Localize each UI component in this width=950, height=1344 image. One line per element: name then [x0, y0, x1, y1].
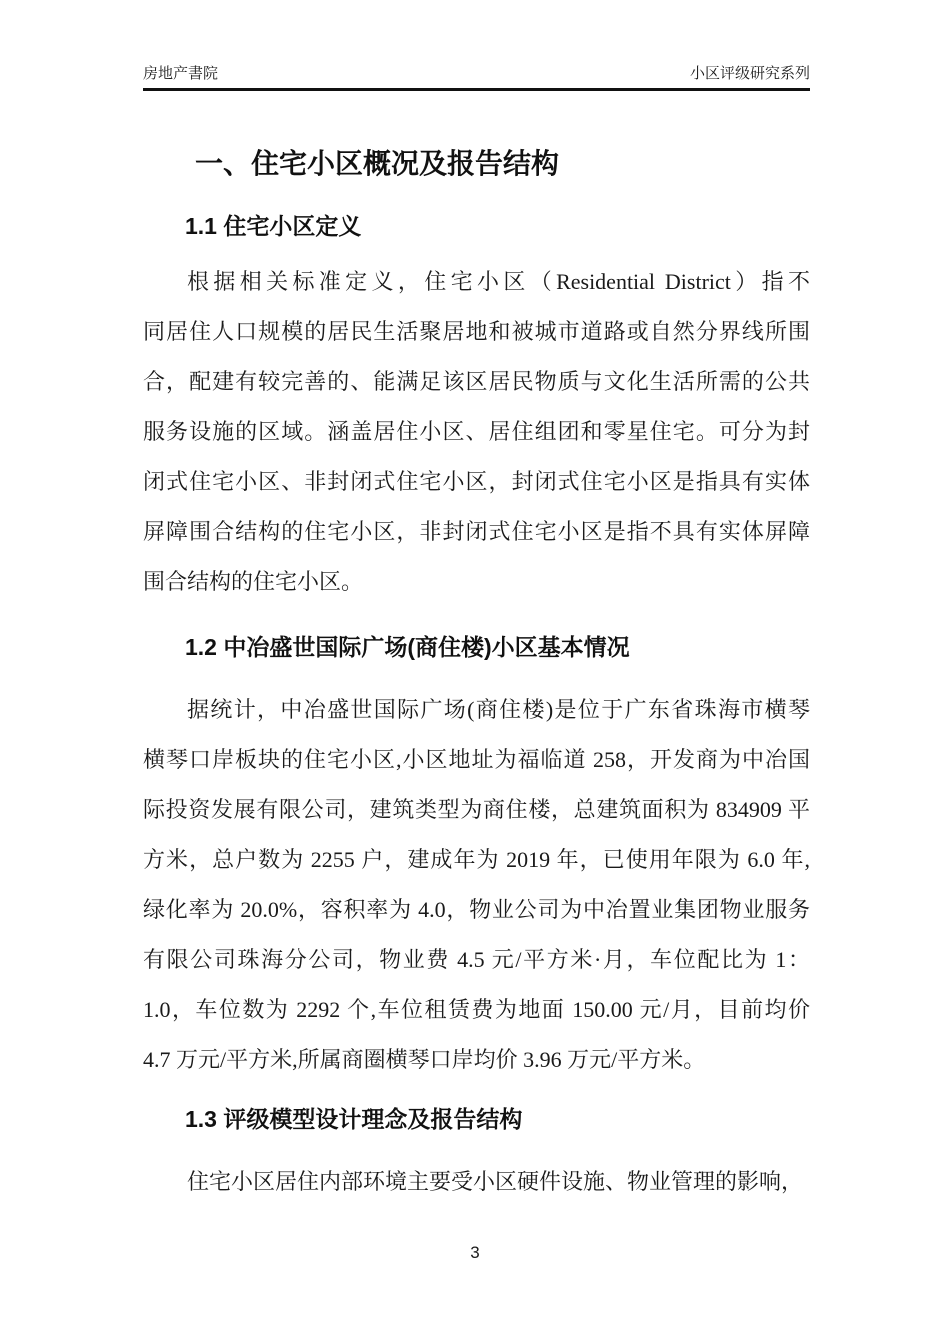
- page-footer: [0, 1243, 950, 1263]
- document-body: [143, 147, 810, 1207]
- text-line: 闭式住宅小区、非封闭式住宅小区，封闭式住宅小区是指具有实体: [143, 469, 810, 494]
- text-line: 服务设施的区域。涵盖居住小区、居住组团和零星住宅。可分为封: [143, 419, 810, 444]
- text-line: 横琴口岸板块的住宅小区,小区地址为福临道 258，开发商为中冶国: [143, 747, 810, 772]
- paragraph-model-design: [143, 1157, 810, 1207]
- paragraph-definition: [143, 257, 810, 607]
- page-header: [143, 62, 810, 91]
- chapter-title: 一、住宅小区概况及报告结构: [195, 148, 560, 179]
- text-line: 同居住人口规模的居民生活聚居地和被城市道路或自然分界线所围: [143, 319, 810, 344]
- page-number: 3: [470, 1243, 480, 1262]
- subsection-title-1-3: 1.3 评级模型设计理念及报告结构: [185, 1106, 523, 1132]
- text-line: 屏障围合结构的住宅小区，非封闭式住宅小区是指不具有实体屏障: [143, 519, 810, 544]
- subsection-title-1-2: 1.2 中冶盛世国际广场(商住楼)小区基本情况: [185, 634, 630, 660]
- text-line: 住宅小区居住内部环境主要受小区硬件设施、物业管理的影响，: [187, 1169, 804, 1194]
- text-line: 围合结构的住宅小区。: [143, 569, 364, 594]
- text-line: 1.0，车位数为 2292 个,车位租赁费为地面 150.00 元/月，目前均价: [143, 997, 810, 1022]
- subsection-title-1-1: 1.1 住宅小区定义: [185, 213, 362, 239]
- text-line: 4.7 万元/平方米,所属商圈横琴口岸均价 3.96 万元/平方米。: [143, 1047, 706, 1072]
- text-line: 际投资发展有限公司，建筑类型为商住楼，总建筑面积为 834909 平: [143, 797, 810, 822]
- text-line: 根据相关标准定义，住宅小区（Residential District）指不: [187, 269, 810, 294]
- text-line: 方米，总户数为 2255 户，建成年为 2019 年，已使用年限为 6.0 年,: [143, 847, 810, 872]
- text-line: 据统计，中冶盛世国际广场(商住楼)是位于广东省珠海市横琴: [187, 697, 810, 722]
- text-line: 绿化率为 20.0%，容积率为 4.0，物业公司为中冶置业集团物业服务: [143, 897, 810, 922]
- header-left-text: 房地产書院: [143, 65, 219, 82]
- text-line: 有限公司珠海分公司，物业费 4.5 元/平方米·月，车位配比为 1：: [143, 947, 810, 972]
- header-right-text: 小区评级研究系列: [689, 65, 810, 82]
- text-line: 合，配建有较完善的、能满足该区居民物质与文化生活所需的公共: [143, 369, 810, 394]
- paragraph-basic-info: [143, 685, 810, 1085]
